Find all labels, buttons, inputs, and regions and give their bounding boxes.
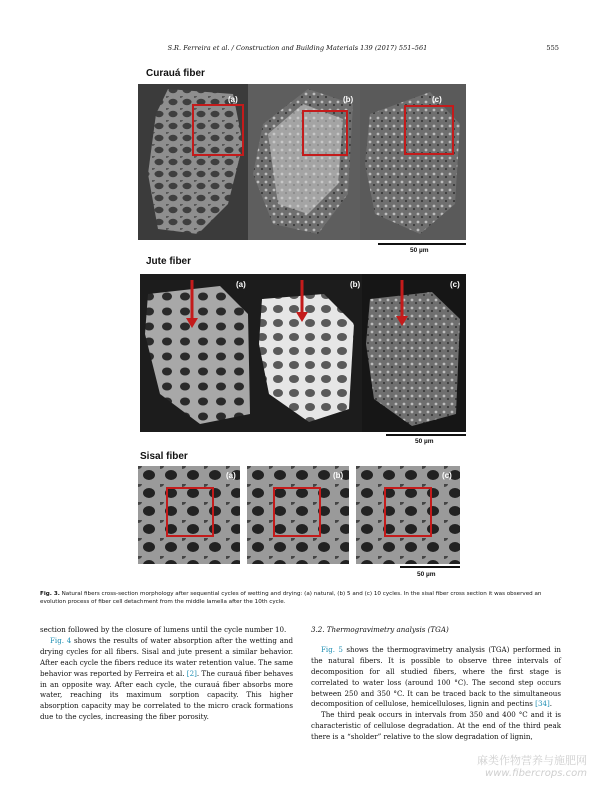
left-column xyxy=(40,625,293,723)
jute-image-b xyxy=(254,274,362,432)
sisal-scale-label: 50 µm xyxy=(417,571,436,578)
running-header: S.R. Ferreira et al. / Construction and Building Materials 139 (2017) 551–561 xyxy=(167,44,428,52)
curaua-label-a: (a) xyxy=(228,95,238,104)
jute-label-c: (c) xyxy=(450,280,460,289)
ref-34-link[interactable]: [34] xyxy=(535,699,550,709)
caption-label: Fig. 3. xyxy=(40,591,60,597)
right-paragraph-2: The third peak occurs in intervals from 350 and 400 °C and it is characteristic of cellulose degradation. At the end of the third peak there is a “sholder” relative to the slow degradation of lignin, xyxy=(311,710,561,742)
sisal-scale-bar xyxy=(400,566,460,568)
page-number: 555 xyxy=(546,44,559,52)
right-column xyxy=(311,625,561,743)
sisal-roi-box-c xyxy=(384,487,432,537)
curaua-scale-bar xyxy=(378,243,466,245)
watermark-cn: 麻类作物营养与施肥网 xyxy=(477,754,587,767)
curaua-title: Curauá fiber xyxy=(146,68,205,79)
figure-caption xyxy=(40,590,560,606)
jute-image-a xyxy=(140,274,254,432)
left-paragraph-1: section followed by the closure of lumens until the cycle number 10. xyxy=(40,625,287,634)
watermark-url: www.fibercrops.com xyxy=(485,768,587,779)
left-paragraph-2: Fig. 4 shows the results of water absorption after the wetting and drying cycles for all fibers. Sisal and jute present a similar behavior. After each cycle the fibers reduce its water retention value. The same behavior was reported by Ferreira et al. [2]. The curauá fiber behaves in an opposite way. After each cycle, the curauá fiber absorbs more water, reaching its maximum sorption capacity. This higher absorption capacity may be correlated to the micro crack formations due to the cycles, increasing the fiber porosity. xyxy=(40,635,293,722)
caption-text: Natural fibers cross-section morphology after sequential cycles of wetting and drying: (a) natural, (b) 5 and (c) 10 cycles. In the sisal fiber cross section it was observed an evolution process of fiber cell detachment from the middle lamella after the 10th cycle. xyxy=(40,591,542,606)
fig4-link[interactable]: Fig. 4 xyxy=(50,635,72,645)
curaua-panel-b xyxy=(248,84,360,240)
sisal-title: Sisal fiber xyxy=(140,451,188,462)
jute-scale-bar xyxy=(386,434,466,436)
sisal-label-b: (b) xyxy=(333,471,344,480)
curaua-label-b: (b) xyxy=(343,95,354,104)
jute-panel-a xyxy=(140,274,254,432)
jute-image-c xyxy=(362,274,466,432)
curaua-roi-box-a xyxy=(192,104,244,156)
curaua-image-b xyxy=(248,84,360,240)
curaua-roi-box-c xyxy=(404,105,454,155)
sisal-label-c: (c) xyxy=(442,471,452,480)
section-heading-tga: 3.2. Thermogravimetry analysis (TGA) xyxy=(311,625,449,634)
jute-title: Jute fiber xyxy=(146,256,192,267)
fig5-link[interactable]: Fig. 5 xyxy=(321,644,343,654)
jute-label-a: (a) xyxy=(236,280,246,289)
curaua-roi-box-b xyxy=(302,110,348,156)
jute-panel-c xyxy=(362,274,466,432)
jute-scale-label: 50 µm xyxy=(415,438,434,445)
sisal-roi-box-b xyxy=(273,487,321,537)
sisal-roi-box-a xyxy=(166,487,214,537)
ref-2-link[interactable]: [2] xyxy=(186,668,197,678)
jute-label-b: (b) xyxy=(350,280,361,289)
jute-panel-b xyxy=(254,274,362,432)
sisal-label-a: (a) xyxy=(226,471,236,480)
curaua-label-c: (c) xyxy=(432,95,442,104)
curaua-scale-label: 50 µm xyxy=(410,247,429,254)
right-paragraph-1: Fig. 5 shows the thermogravimetry analysis (TGA) performed in the natural fibers. It is possible to observe three intervals of decomposition for all studied fibers, where the first stage is correlated to water loss (around 100 °C). The second step occurs between 250 and 350 °C. It can be traced back to the simultaneous decomposition of cellulose, hemicelluloses, lignin and pectins [34]. xyxy=(311,644,561,709)
